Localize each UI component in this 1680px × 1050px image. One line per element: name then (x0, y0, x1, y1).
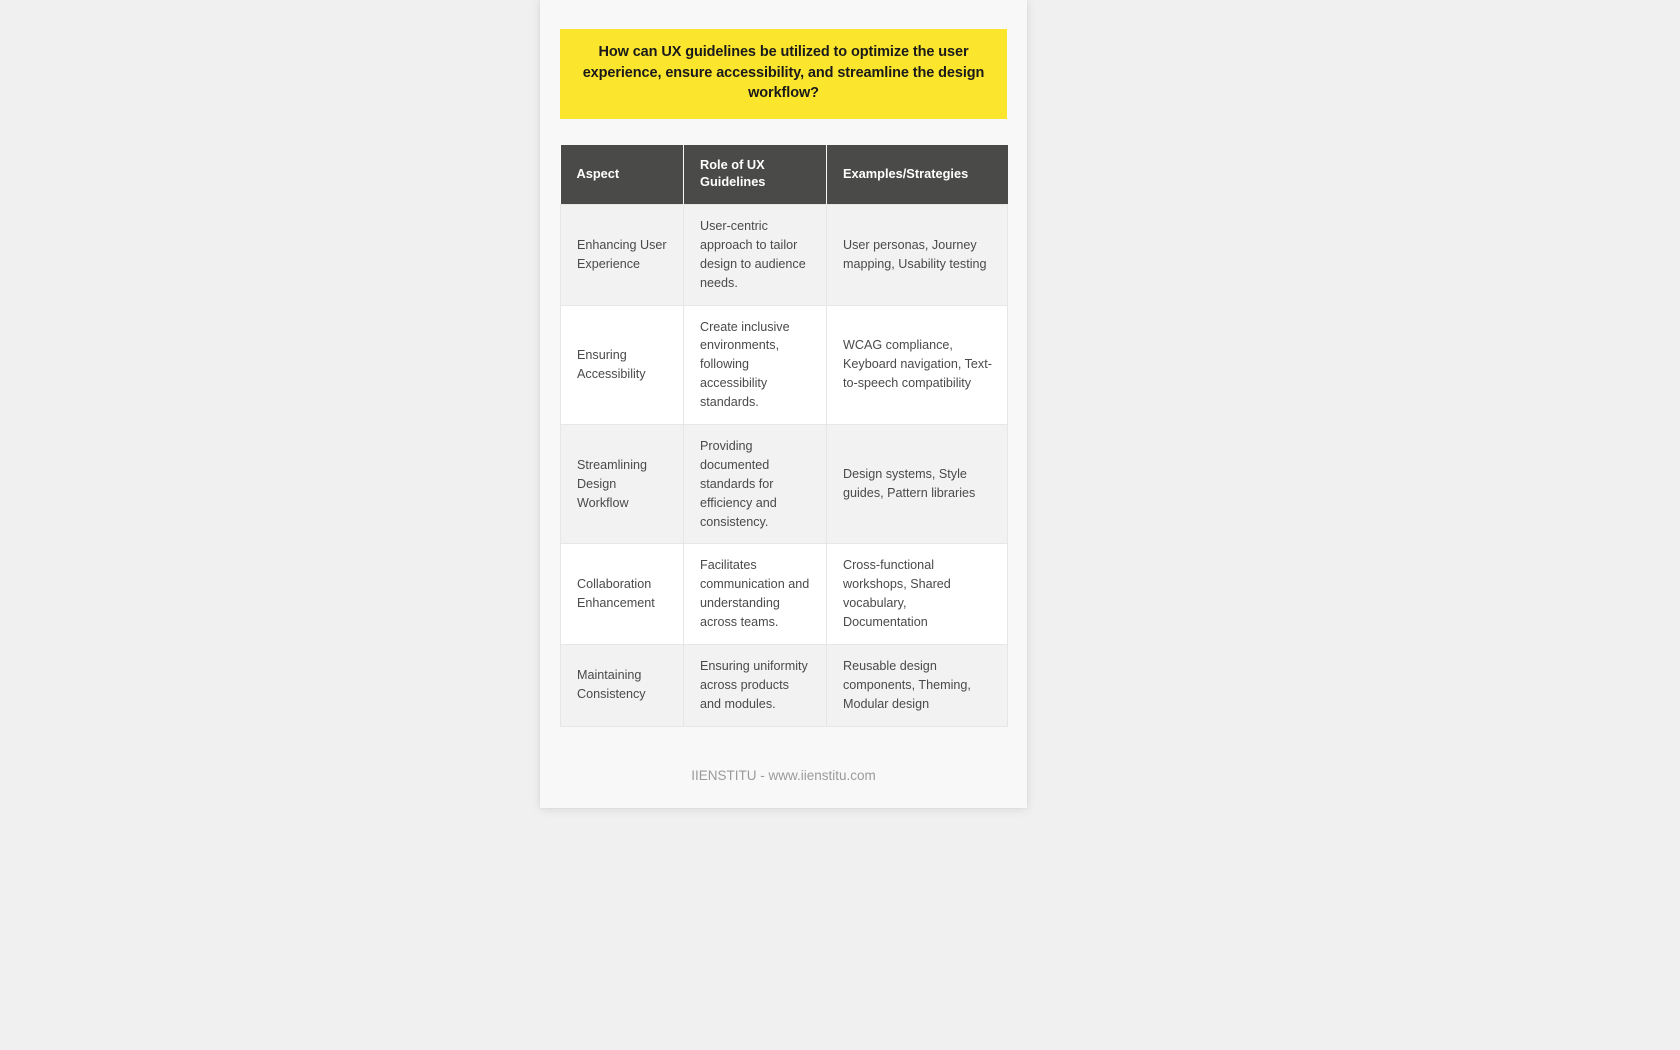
cell-role: Ensuring uniformity across products and modules. (684, 645, 827, 727)
column-header-aspect: Aspect (561, 145, 684, 205)
cell-aspect: Collaboration Enhancement (561, 544, 684, 645)
content-card (540, 0, 1027, 808)
question-banner (560, 29, 1007, 119)
cell-examples: WCAG compliance, Keyboard navigation, Text-to-speech compatibility (827, 305, 1008, 424)
question-banner-text: How can UX guidelines be utilized to optimize the user experience, ensure accessibility, and streamline the design workflow? (582, 44, 985, 102)
column-header-role-of-ux-guidelines: Role of UX Guidelines (684, 145, 827, 205)
cell-aspect: Enhancing User Experience (561, 205, 684, 306)
table-row (561, 305, 1008, 424)
ux-guidelines-table-container (560, 145, 1007, 727)
table-row (561, 544, 1008, 645)
cell-examples: User personas, Journey mapping, Usability testing (827, 205, 1008, 306)
table-body (561, 205, 1008, 727)
cell-role: User-centric approach to tailor design to audience needs. (684, 205, 827, 306)
table-row (561, 645, 1008, 727)
cell-examples: Reusable design components, Theming, Modular design (827, 645, 1008, 727)
cell-examples: Design systems, Style guides, Pattern libraries (827, 425, 1008, 544)
table-row (561, 205, 1008, 306)
column-header-examples-strategies: Examples/Strategies (827, 145, 1008, 205)
cell-role: Create inclusive environments, following accessibility standards. (684, 305, 827, 424)
cell-role: Facilitates communication and understanding across teams. (684, 544, 827, 645)
cell-aspect: Streamlining Design Workflow (561, 425, 684, 544)
cell-aspect: Ensuring Accessibility (561, 305, 684, 424)
cell-examples: Cross-functional workshops, Shared vocabulary, Documentation (827, 544, 1008, 645)
footer-attribution: IIENSTITU - www.iienstitu.com (691, 768, 876, 783)
cell-role: Providing documented standards for efficiency and consistency. (684, 425, 827, 544)
table-row (561, 425, 1008, 544)
ux-guidelines-table (560, 145, 1008, 727)
table-header (561, 145, 1008, 205)
cell-aspect: Maintaining Consistency (561, 645, 684, 727)
table-header-row (561, 145, 1008, 205)
